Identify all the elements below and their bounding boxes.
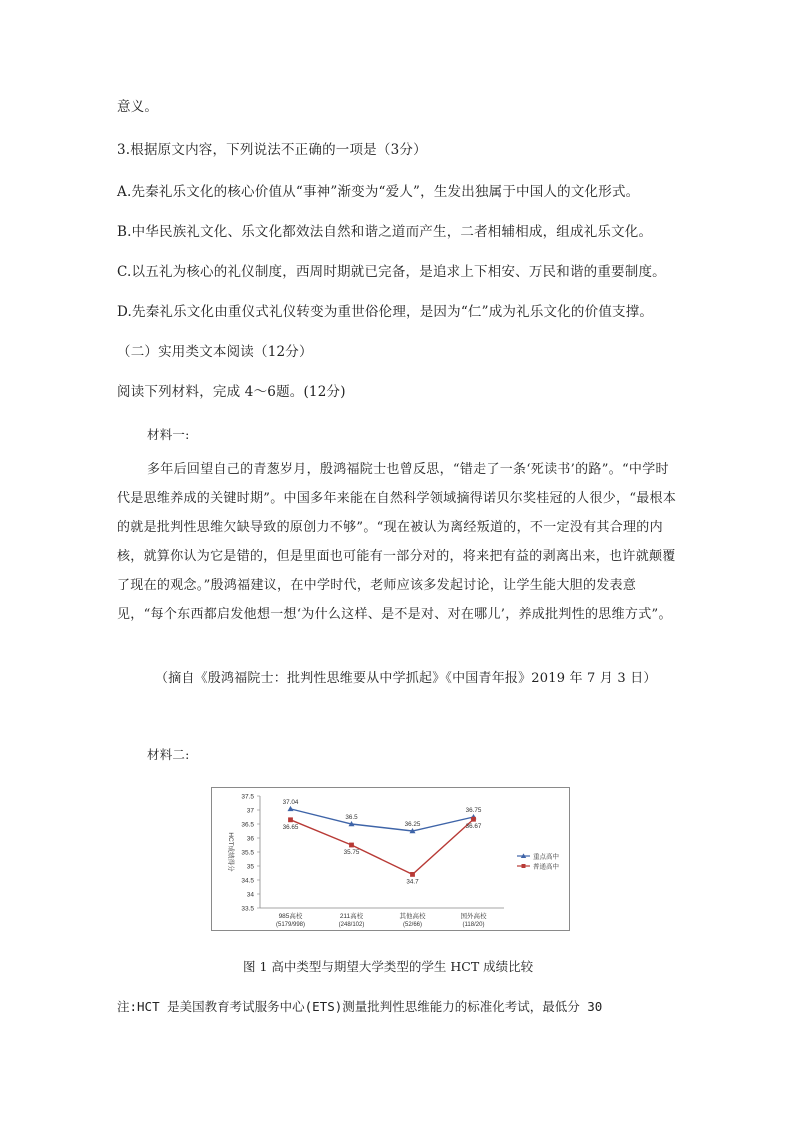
data-label: 37.04: [282, 798, 299, 806]
material1-source: （摘自《殷鸿福院士：批判性思维要从中学抓起》《中国青年报》2019 年 7 月 3 日）: [155, 671, 657, 686]
data-label: 36.75: [465, 807, 482, 814]
x-tick-count: (248/102): [338, 922, 365, 928]
option-d: D.先秦礼乐文化由重仪式礼仪转变为重世俗伦理，是因为“仁”成为礼乐文化的价值支撑。: [117, 304, 654, 320]
data-label: 34.7: [406, 878, 419, 886]
question-stem: 3.根据原文内容，下列说法不正确的一项是（3分）: [117, 142, 427, 158]
legend-label: 重点高中: [533, 852, 559, 861]
y-tick-label: 34: [246, 891, 254, 899]
y-tick-label: 35: [246, 863, 254, 871]
footnote: 注:HCT 是美国教育考试服务中心(ETS)测量批判性思维能力的标准化考试，最低分 30: [117, 999, 603, 1014]
y-tick-label: 37.5: [241, 793, 254, 801]
hct-chart: [211, 787, 570, 931]
option-c: C.以五礼为核心的礼仪制度，西周时期就已完备，是追求上下相安、万民和谐的重要制度。: [117, 264, 666, 280]
data-label: 36.67: [465, 823, 482, 831]
y-tick-label: 36.5: [241, 821, 254, 829]
option-a: A.先秦礼乐文化的核心价值从“事神”渐变为“爱人”，生发出独属于中国人的文化形式。: [117, 184, 640, 200]
data-label: 36.25: [404, 821, 421, 828]
material1-label: 材料一:: [147, 427, 190, 442]
data-point: [349, 843, 354, 848]
x-tick-label: 985高校: [278, 913, 303, 920]
data-point: [410, 872, 415, 877]
data-point: [288, 806, 294, 811]
hct-line-chart: [212, 788, 569, 930]
y-tick-label: 35.5: [241, 849, 254, 857]
series-line-key: [291, 809, 474, 831]
x-tick-label: 211高校: [339, 913, 364, 920]
data-point: [471, 817, 476, 822]
x-tick-label: 其他高校: [399, 913, 426, 920]
legend-label: 普通高中: [533, 862, 559, 871]
y-tick-label: 36: [246, 835, 254, 843]
material1-text: 多年后回望自己的青葱岁月，殷鸿福院士也曾反思，“错走了一条‘死读书’的路”。“中学时代是思维养成的关键时期”。中国多年来能在自然科学领域摘得诺贝尔奖桂冠的人很少，“最根本的就是批判性思维欠缺导致的原创力不够”。“现在被认为离经叛道的，不一定没有其合理的内核，就算你认为它是错的，但是里面也可能有一部分对的，将来把有益的剥离出来，也许就颠覆了现在的观念。”殷鸿福建议，在中学时代，老师应该多发起讨论，让学生能大胆的发表意见，“每个东西都启发他想一想‘为什么这样、是不是对、对在哪儿’，养成批判性的思维方式”。: [117, 462, 677, 622]
data-point: [288, 817, 293, 822]
section-instruction: 阅读下列材料，完成 4～6题。(12分): [117, 384, 346, 400]
figure-caption: 图 1 高中类型与期望大学类型的学生 HCT 成绩比较: [243, 959, 534, 974]
material1-paragraph: [117, 455, 677, 629]
section-title: （二）实用类文本阅读（12分）: [117, 344, 313, 360]
y-tick-label: 34.5: [241, 877, 254, 885]
option-b: B.中华民族礼文化、乐文化都效法自然和谐之道而产生，二者相辅相成，组成礼乐文化。: [117, 224, 653, 240]
x-tick-count: (118/20): [462, 922, 485, 928]
data-label: 35.75: [343, 849, 360, 856]
data-label: 36.65: [282, 823, 299, 831]
prev-text: 意义。: [117, 99, 159, 115]
x-tick-count: (5179/998): [275, 922, 306, 928]
y-tick-label: 37: [246, 807, 254, 815]
x-tick-count: (52/66): [402, 922, 423, 928]
legend-marker: [522, 864, 526, 868]
y-tick-label: 33.5: [241, 905, 254, 913]
x-tick-label: 国外高校: [460, 913, 487, 920]
y-axis-label: HCT成绩得分: [227, 832, 234, 872]
material2-label: 材料二:: [147, 747, 190, 762]
data-label: 36.5: [345, 814, 358, 821]
